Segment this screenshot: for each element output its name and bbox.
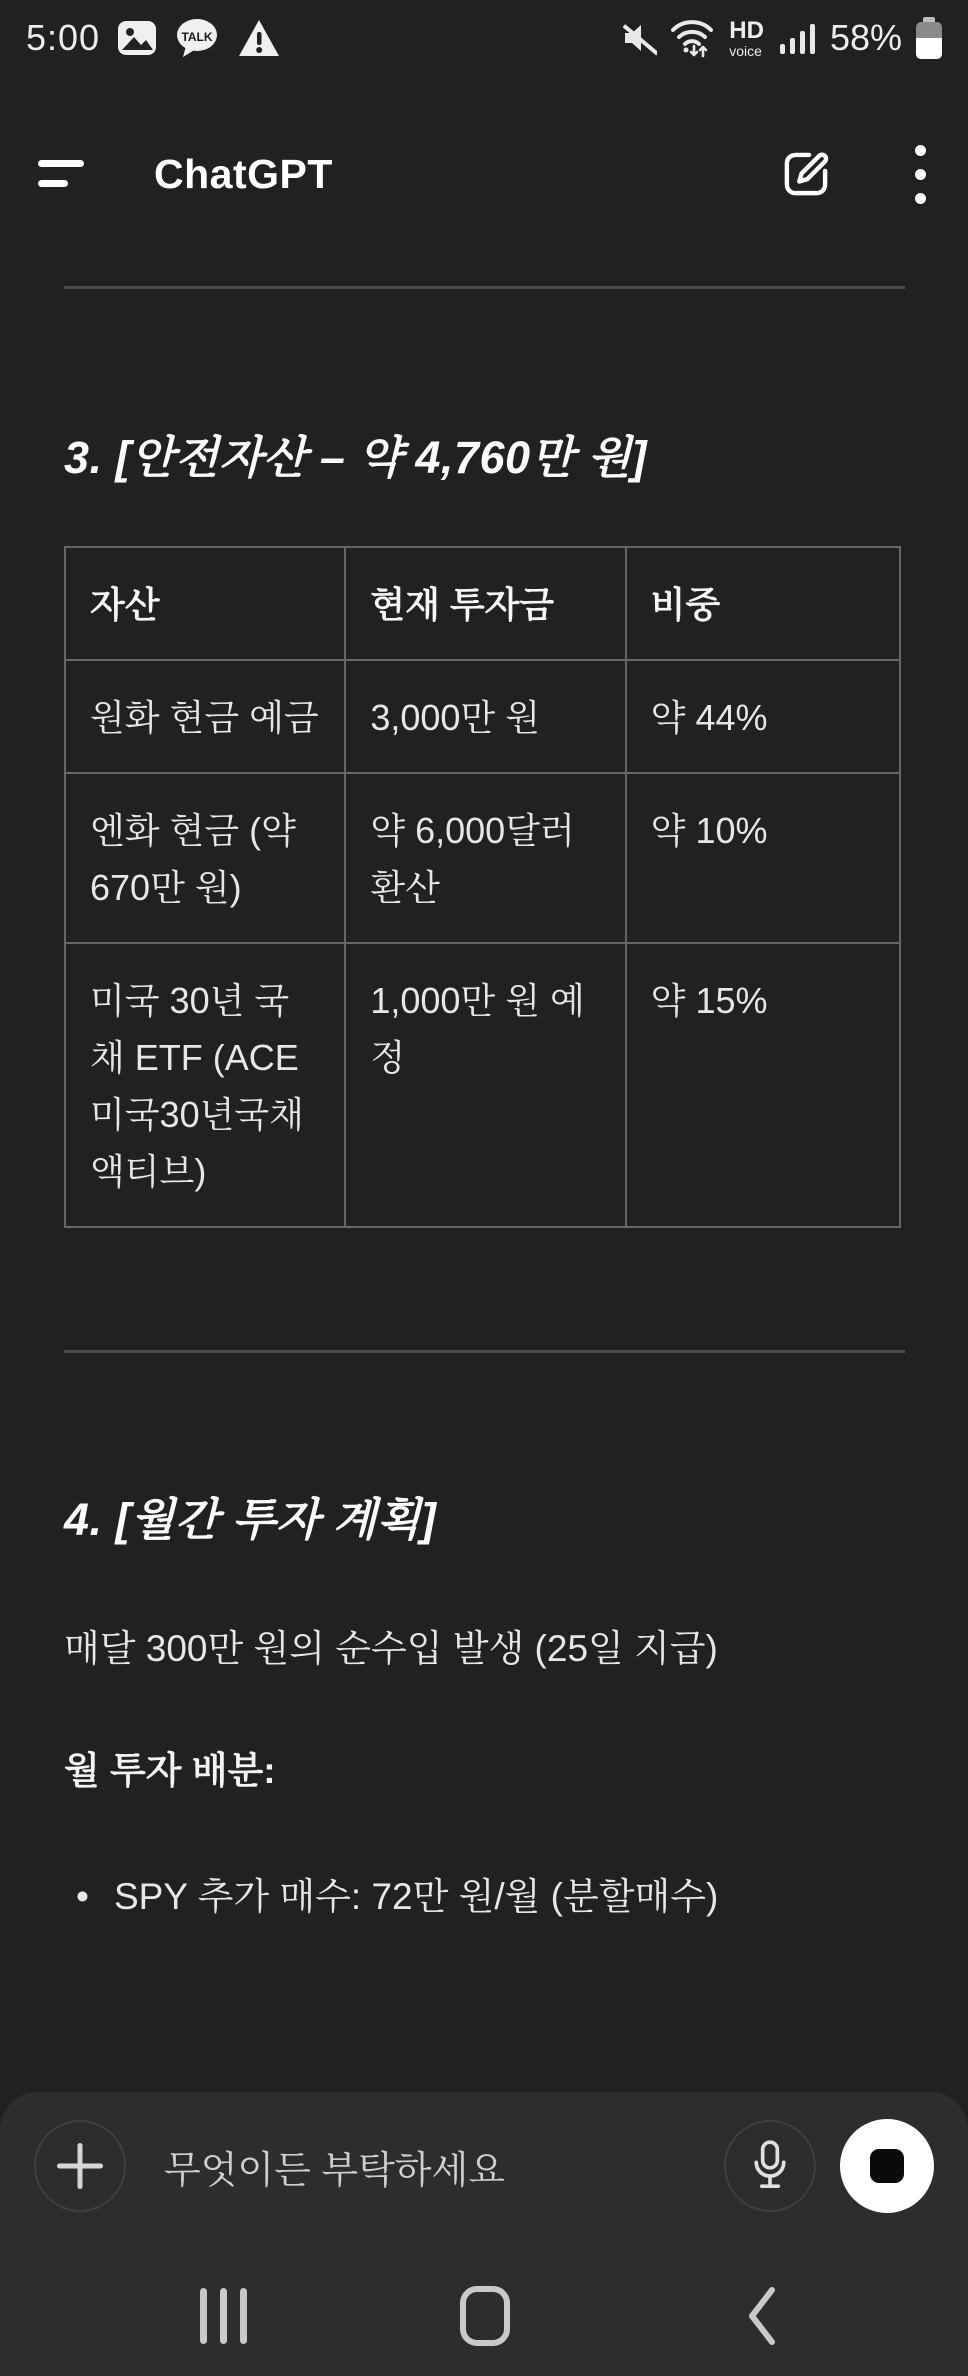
paragraph: 매달 300만 원의 순수입 발생 (25일 지급) xyxy=(64,1628,718,1669)
back-icon[interactable] xyxy=(706,2256,816,2376)
assistant-message xyxy=(64,250,905,1924)
list-item xyxy=(64,1870,905,1924)
table-cell: 약 10% xyxy=(626,773,900,943)
home-icon[interactable] xyxy=(430,2256,540,2376)
divider xyxy=(64,286,905,289)
table-row xyxy=(65,943,900,1227)
table-cell: 미국 30년 국채 ETF (ACE 미국30년국채액티브) xyxy=(65,943,345,1227)
kakaotalk-icon xyxy=(174,16,220,60)
kebab-menu-icon[interactable] xyxy=(911,141,930,208)
assets-table xyxy=(64,546,901,1228)
table-cell: 원화 현금 예금 xyxy=(65,660,345,773)
gallery-icon xyxy=(116,17,158,59)
message-input[interactable]: 무엇이든 부탁하세요 xyxy=(164,2149,505,2192)
status-right xyxy=(617,16,942,60)
plus-icon[interactable] xyxy=(34,2120,126,2212)
hd-voice-label: HD voice xyxy=(729,16,764,59)
section3-heading: 3. [안전자산 – 약 4,760만 원] xyxy=(64,432,647,483)
table-header-cell: 현재 투자금 xyxy=(345,547,625,660)
wifi-arrows-icon xyxy=(669,16,715,60)
subheading: 월 투자 배분: xyxy=(64,1750,276,1791)
app-bar xyxy=(0,122,968,226)
section4-heading: 4. [월간 투자 계획] xyxy=(64,1494,437,1545)
stop-icon[interactable] xyxy=(840,2119,934,2213)
status-bar xyxy=(0,0,968,76)
divider xyxy=(64,1350,905,1353)
app-title: ChatGPT xyxy=(154,150,333,197)
battery-percent: 58% xyxy=(829,17,902,58)
battery-icon xyxy=(916,17,942,59)
svg-text:TALK: TALK xyxy=(181,30,213,44)
table-cell: 약 6,000달러 환산 xyxy=(345,773,625,943)
table-header-cell: 자산 xyxy=(65,547,345,660)
clock: 5:00 xyxy=(26,17,101,58)
warning-icon xyxy=(236,17,282,59)
table-cell: 3,000만 원 xyxy=(345,660,625,773)
composer xyxy=(34,2120,934,2212)
table-row xyxy=(65,773,900,943)
table-header-row xyxy=(65,547,900,660)
bullet-glyph: • xyxy=(76,1876,89,1917)
table-cell: 약 15% xyxy=(626,943,900,1227)
muted-speaker-icon xyxy=(617,18,657,58)
mic-icon[interactable] xyxy=(724,2120,816,2212)
table-cell: 엔화 현금 (약 670만 원) xyxy=(65,773,345,943)
composer-sheet xyxy=(0,2092,968,2376)
signal-bars-icon xyxy=(778,18,818,58)
table-cell: 1,000만 원 예정 xyxy=(345,943,625,1227)
menu-icon[interactable] xyxy=(38,152,92,196)
table-row xyxy=(65,660,900,773)
table-cell: 약 44% xyxy=(626,660,900,773)
status-left xyxy=(26,16,282,60)
list-item-text: SPY 추가 매수: 72만 원/월 (분할매수) xyxy=(114,1876,719,1917)
compose-icon[interactable] xyxy=(775,143,837,205)
table-header-cell: 비중 xyxy=(626,547,900,660)
recents-icon[interactable] xyxy=(168,2256,278,2376)
